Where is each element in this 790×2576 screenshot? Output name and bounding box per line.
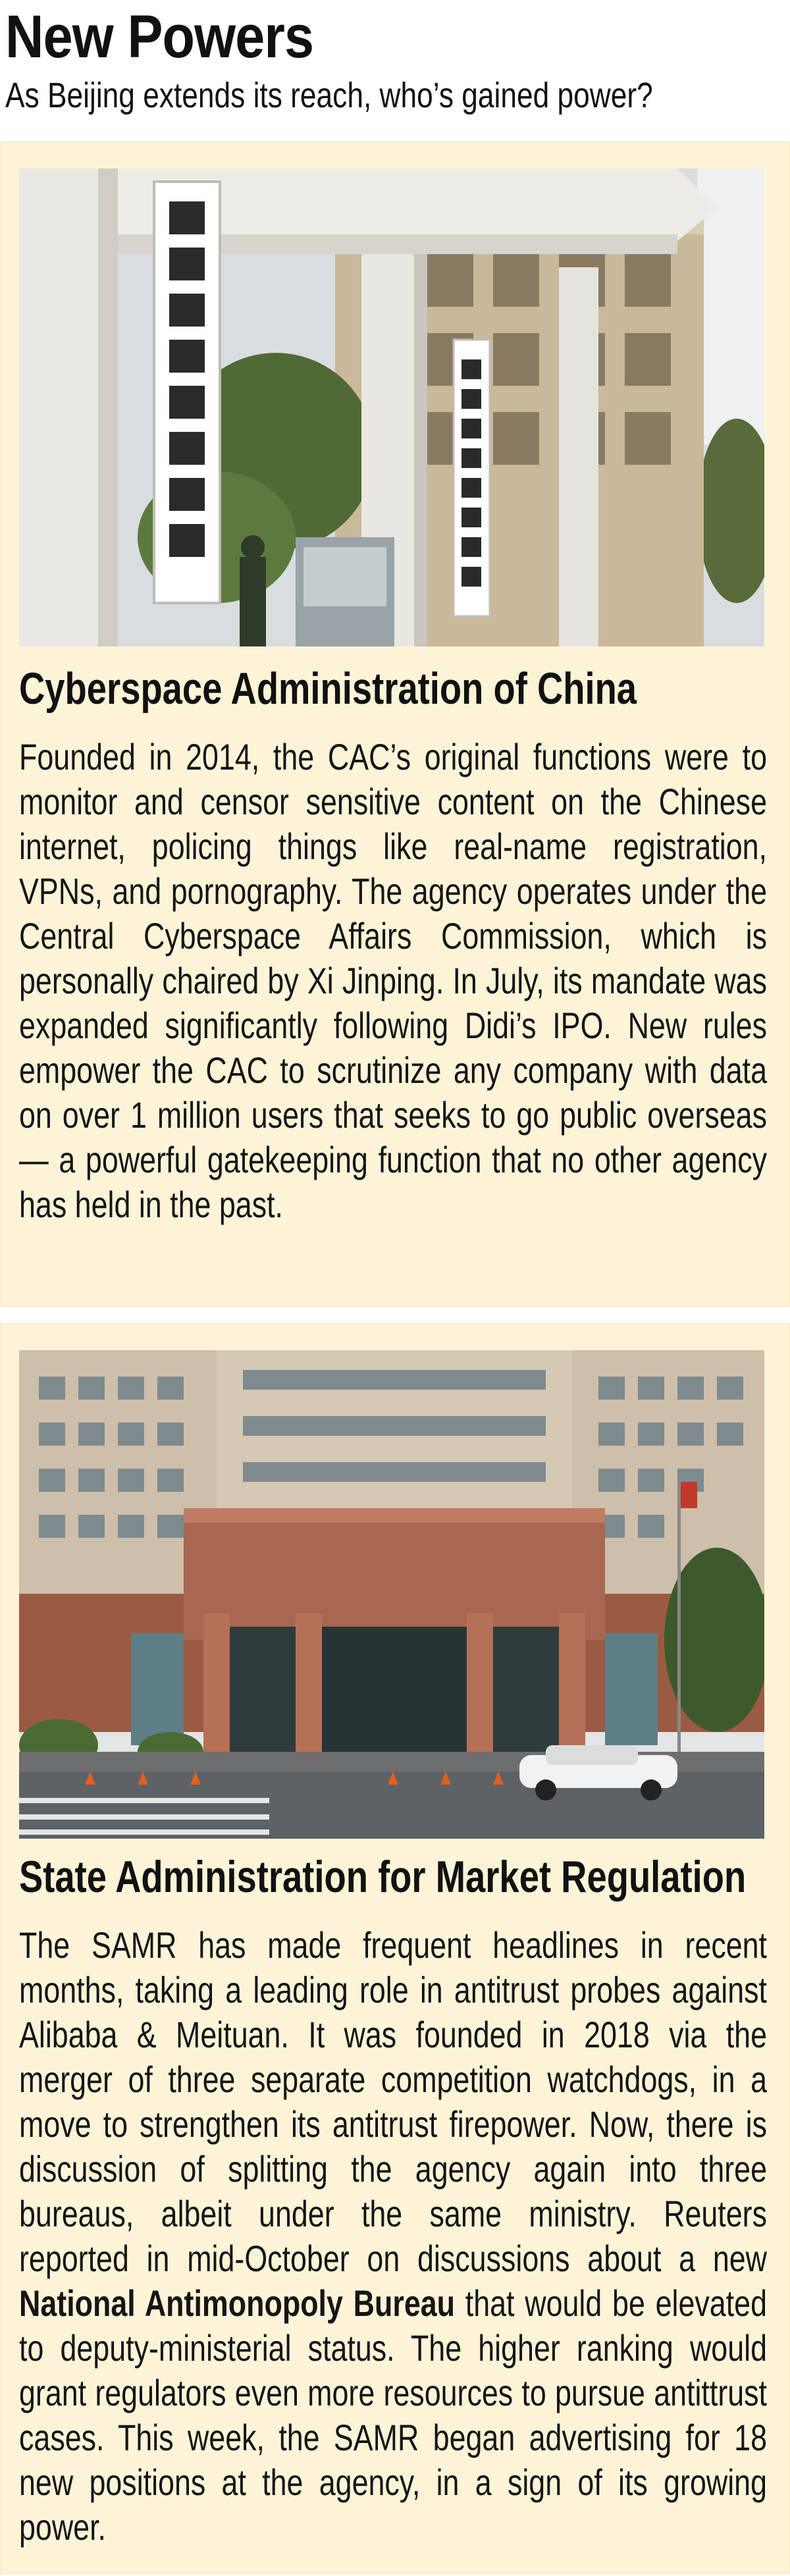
page-subtitle: As Beijing extends its reach, who’s gained power? <box>5 76 653 115</box>
body-text: that would be elevated to deputy-ministerial status. The higher ranking would grant regulators even more resources to pursue antittrust cases. This week, the SAMR began advertising for 18 new positions at the agency, in a sign of its growing power. <box>19 2282 767 2548</box>
card-body: Founded in 2014, the CAC’s original functions were to monitor and censor sensitive content on the Chinese internet, policing things like real-name registration, VPNs, and pornography. The agency operates under the Central Cyberspace Affairs Commission, which is personally chaired by Xi Jinping. In July, its mandate was expanded significantly following Didi’s IPO. New rules empower the CAC to scrutinize any company with data on over 1 million users that seeks to go public overseas — a powerful gatekeeping function that no other agency has held in the past. <box>19 736 767 1225</box>
highlighted-term: National Antimonopoly Bureau <box>19 2282 456 2324</box>
agency-card-cac <box>0 142 790 1307</box>
samr-building-illustration <box>19 1350 764 1839</box>
agency-card-samr <box>0 1323 790 2574</box>
cac-building-photo <box>19 169 764 646</box>
card-heading: Cyberspace Administration of China <box>19 664 637 714</box>
page-title: New Powers <box>5 3 314 70</box>
card-body <box>19 1923 767 2550</box>
cac-building-illustration <box>19 169 764 646</box>
card-heading: State Administration for Market Regulation <box>19 1852 747 1902</box>
body-text: The SAMR has made frequent headlines in recent months, taking a leading role in antitrust probes against Alibaba & Meituan. It was founded in 2018 via the merger of three separate competition watchdogs, in a move to strengthen its antitrust firepower. Now, there is discussion of splitting the agency again into three bureaus, albeit under the same ministry. Reuters reported in mid-October on discussions about a new <box>19 1924 767 2279</box>
samr-building-photo <box>19 1350 764 1839</box>
